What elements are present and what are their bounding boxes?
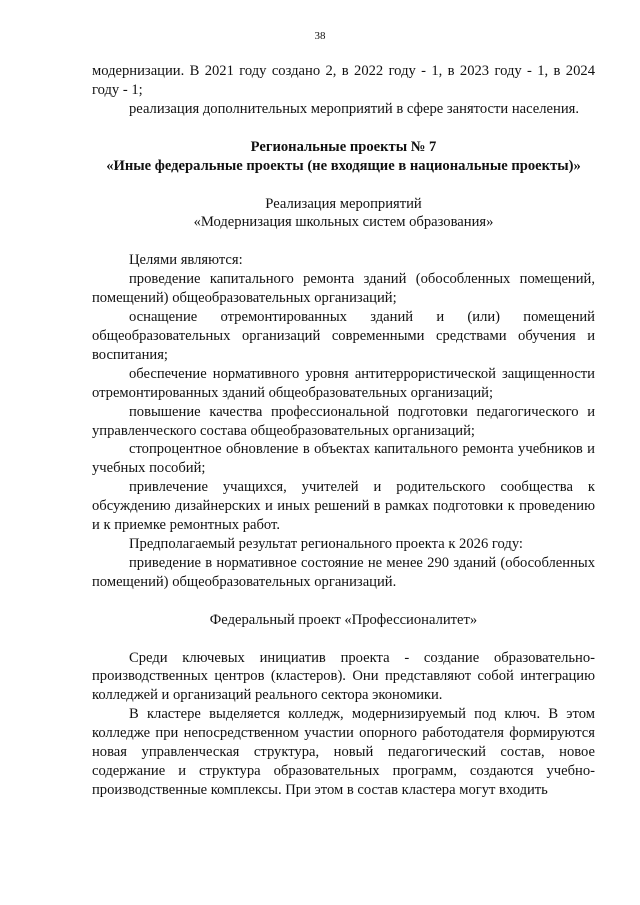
goal-item: обеспечение нормативного уровня антитеррористической защищенности отремонтированных зданий общеобразовательных организаций; — [92, 365, 595, 401]
federal-paragraph: В кластере выделяется колледж, модернизируемый под ключ. В этом колледже при непосредственном участии опорного работодателя формируются новая управленческая структура, новый педагогический состав, новое содержание и структура образовательных программ, создаются учебно-производственные комплексы. При этом в состав кластера могут входить — [92, 706, 595, 798]
goal-item: стопроцентное обновление в объектах капитального ремонта учебников и учебных пособий; — [92, 441, 595, 477]
goal-item: оснащение отремонтированных зданий и (или) помещений общеобразовательных организаций современными средствами обучения и воспитания; — [92, 309, 595, 363]
page-content — [92, 62, 595, 800]
goal-item: проведение капитального ремонта зданий (обособленных помещений, помещений) общеобразовательных организаций; — [92, 271, 595, 307]
paragraph-intro-2: реализация дополнительных мероприятий в сфере занятости населения. — [129, 100, 579, 117]
subtitle-line2: «Модернизация школьных систем образования» — [193, 214, 494, 231]
section-title-line2: «Иные федеральные проекты (не входящие в национальные проекты)» — [106, 157, 581, 174]
page-number: 38 — [314, 30, 326, 42]
goal-item: привлечение учащихся, учителей и родительского сообщества к обсуждению дизайнерских и иных решений в рамках подготовки к проведению и к приемке ремонтных работ. — [92, 479, 595, 534]
paragraph-intro-1: модернизации. В 2021 году создано 2, в 2022 году - 1, в 2023 году - 1, в 2024 году - 1; — [92, 63, 595, 98]
result-text: приведение в нормативное состояние не менее 290 зданий (обособленных помещений) общеобразовательных организаций. — [92, 554, 595, 590]
federal-paragraph: Среди ключевых инициатив проекта - создание образовательно-производственных центров (кластеров). Они представляют собой интеграцию колледжей и организаций реального сектора экономики. — [92, 649, 595, 704]
subtitle-line1: Реализация мероприятий — [265, 195, 422, 212]
result-intro: Предполагаемый результат регионального проекта к 2026 году: — [129, 535, 523, 552]
goals-intro: Целями являются: — [129, 252, 243, 269]
goal-item: повышение качества профессиональной подготовки педагогического и управленческого состава общеобразовательных организаций; — [92, 403, 595, 439]
federal-project-title: Федеральный проект «Профессионалитет» — [209, 611, 478, 628]
section-title-line1: Региональные проекты № 7 — [250, 138, 437, 155]
